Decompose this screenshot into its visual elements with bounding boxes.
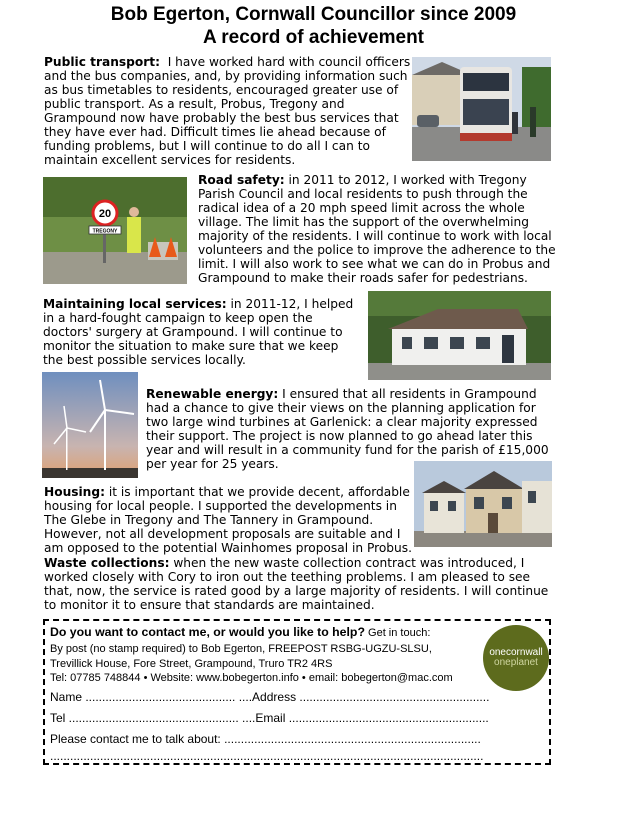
housing-photo [414,461,552,547]
section-heading: Waste collections: [44,556,170,570]
section-heading: Housing: [44,485,105,499]
page-subtitle: A record of achievement [202,27,425,48]
contact-form [43,619,551,765]
village-sign: TREGONY [92,228,118,235]
post-address-line1: By post (no stamp required) to Bob Egerton, FREEPOST RSBG-UGZU-SLSU, [50,643,432,655]
wind-turbine-photo [42,372,138,478]
blank-line-field[interactable]: .................................................................................................................................. [50,749,484,763]
section-housing: Housing: it is important that we provide decent, affordable housing for local people. I supported the developments in The Glebe in Tregony and The Tannery in Grampound. However, not all development proposals are suitable and I am opposed to the potential Wainhomes proposal in Probus. [44,485,412,555]
section-heading: Renewable energy: [146,387,279,401]
surgery-photo [368,291,551,380]
section-heading: Road safety: [198,173,285,187]
road-sign-photo [43,177,187,284]
section-renewable-energy: Renewable energy: I ensured that all residents in Grampound had a chance to give their views on the planning application for two large wind turbines at Garlenick: a clear majority expressed their support. The project is now planned to go ahead later this year and will result in a community fund for the parish of £15,000 per year for 25 years. [146,387,549,471]
section-heading: Public transport: [44,55,160,69]
speed-limit-sign: 20 [98,208,112,220]
section-heading: Maintaining local services: [43,297,227,311]
contact-question: Do you want to contact me, or would you like to help? Get in touch: [50,625,431,639]
post-address-line2: Trevillick House, Fore Street, Grampound, Truro TR2 4RS [50,658,333,670]
section-public-transport: Public transport: I have worked hard with council officers and the bus companies, and, by providing information such as bus timetables to residents, encouraged greater use of public transport. As a result, Probus, Tregony and Grampound now have probably the best bus services that they have ever had. Difficult times lie ahead because of funding problems, but I will continue to do all I can to maintain excellent services for residents. [44,55,411,167]
section-waste-collections: Waste collections: when the new waste collection contract was introduced, I worked closely with Cory to iron out the teething problems. I am pleased to see that, now, the service is rated good by a large majority of residents. I will continue to monitor it to ensure that standards are maintained. [44,556,549,612]
talk-about-field[interactable]: Please contact me to talk about: ............................................................................. [50,732,481,746]
section-road-safety: Road safety: in 2011 to 2012, I worked with Tregony Parish Council and local residents to push through the radical idea of a 20 mph speed limit across the whole village. The limit has the support of the overwhelming majority of the residents. I will continue to work with local volunteers and the police to improve the adherence to the limit. I will also work to see what we can do in Probus and Grampound to make their roads safer for pedestrians. [198,173,556,285]
tel-email-field[interactable]: Tel ................................................... ....Email ............................................................ [50,711,489,725]
page-title: Bob Egerton, Cornwall Councillor since 2009 [110,4,517,25]
contact-details: Tel: 07785 748844 • Website: www.bobegerton.info • email: bobegerton@mac.com [50,672,453,684]
section-local-services: Maintaining local services: in 2011-12, I helped in a hard-fought campaign to keep open the doctors' surgery at Grampound. I will continue to monitor the situation to make sure that we keep the best possible services locally. [43,297,354,367]
bus-photo [412,57,551,161]
name-address-field[interactable]: Name ............................................. ....Address ......................................................... [50,690,490,704]
one-cornwall-logo: onecornwall oneplanet [483,625,549,691]
